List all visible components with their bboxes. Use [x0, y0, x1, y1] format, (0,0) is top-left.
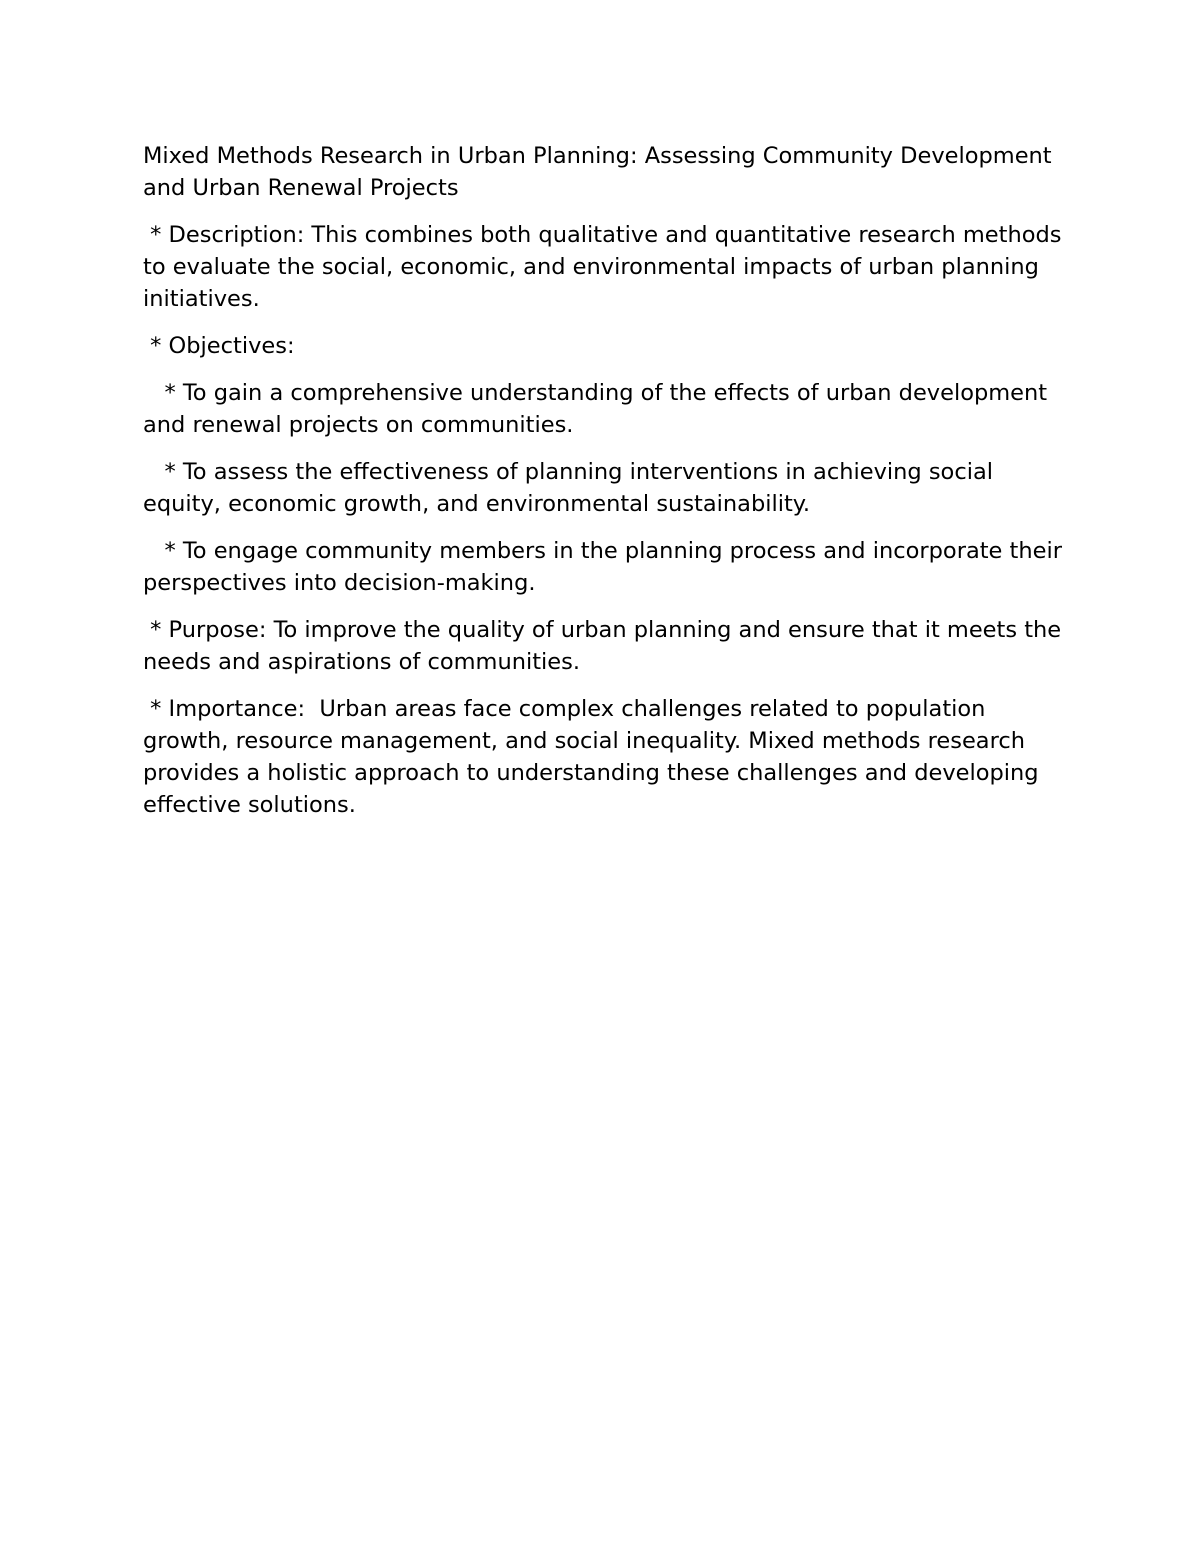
objective-item-1: * To gain a comprehensive understanding of the effects of urban development and renewal projects on communities.: [143, 380, 1055, 438]
importance-paragraph: * Importance: Urban areas face complex challenges related to population growth, resource management, and social inequality. Mixed methods research provides a holistic approach to understanding these challenges and developing effective solutions.: [143, 696, 1046, 818]
objectives-heading: * Objectives:: [143, 333, 295, 359]
document-title: Mixed Methods Research in Urban Planning: Assessing Community Development and Urban Renewal Projects: [143, 143, 1059, 201]
objective-item-2: * To assess the effectiveness of planning interventions in achieving social equity, economic growth, and environmental sustainability.: [143, 459, 1001, 517]
purpose-paragraph: * Purpose: To improve the quality of urban planning and ensure that it meets the needs and aspirations of communities.: [143, 617, 1069, 675]
objective-item-3: * To engage community members in the planning process and incorporate their perspectives into decision-making.: [143, 538, 1070, 596]
document-body: [143, 140, 1070, 836]
description-paragraph: * Description: This combines both qualitative and quantitative research methods to evaluate the social, economic, and environmental impacts of urban planning initiatives.: [143, 222, 1069, 312]
